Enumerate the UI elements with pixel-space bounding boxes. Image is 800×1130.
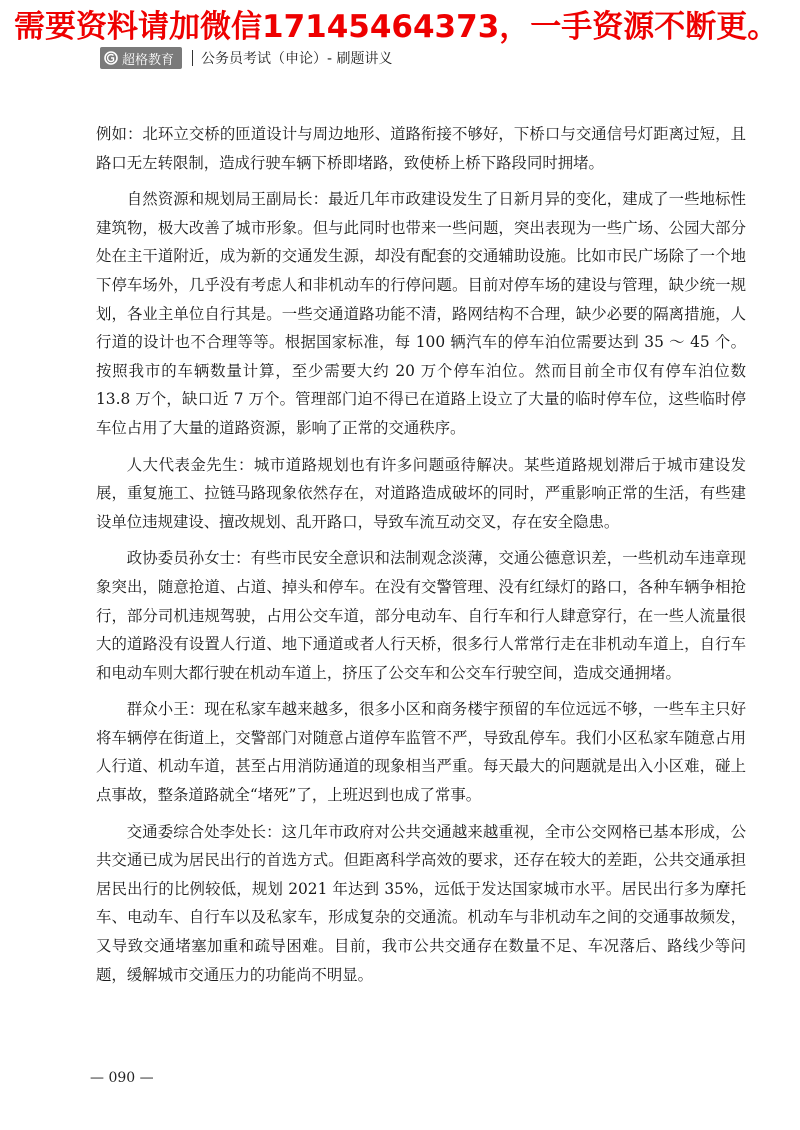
brand-logo: [100, 47, 182, 69]
paragraph: 交通委综合处李处长：这几年市政府对公共交通越来越重视，全市公交网格已基本形成，公共交通已成为居民出行的首选方式。但距离科学高效的要求，还存在较大的差距，公共交通承担居民出行的比例较低，规划 2021 年达到 35%，远低于发达国家城市水平。居民出行多为摩托车、电动车、自行车以及私家车，形成复杂的交通流。机动车与非机动车之间的交通事故频发，又导致交通堵塞加重和疏导困难。目前，我市公共交通存在数量不足、车况落后、路线少等问题，缓解城市交通压力的功能尚不明显。: [96, 822, 746, 984]
article-body: [96, 120, 746, 997]
page-header: [100, 46, 393, 70]
brand-name: 超格教育: [122, 52, 175, 68]
page-number: — 090 —: [90, 1070, 154, 1086]
brand-logo-icon: [104, 51, 118, 65]
header-title: 公务员考试（申论）- 刷题讲义: [201, 51, 393, 67]
paragraph: 人大代表金先生：城市道路规划也有许多问题亟待解决。某些道路规划滞后于城市建设发展，重复施工、拉链马路现象依然存在，对道路造成破坏的同时，严重影响正常的生活，有些建设单位违规建设、擅改规划、乱开路口，导致车流互动交叉，存在安全隐患。: [96, 455, 746, 531]
paragraph: 自然资源和规划局王副局长：最近几年市政建设发生了日新月异的变化，建成了一些地标性建筑物，极大改善了城市形象。但与此同时也带来一些问题，突出表现为一些广场、公园大部分处在主干道附近，成为新的交通发生源，却没有配套的交通辅助设施。比如市民广场除了一个地下停车场外，几乎没有考虑人和非机动车的行停问题。目前对停车场的建设与管理，缺少统一规划，各业主单位自行其是。一些交通道路功能不清，路网结构不合理，缺少必要的隔离措施，人行道的设计也不合理等等。根据国家标准，每 100 辆汽车的停车泊位需要达到 35 ～ 45 个。按照我市的车辆数量计算，至少需要大约 20 万个停车泊位。然而目前全市仅有停车泊位数 13.8 万个，缺口近 7 万个。管理部门迫不得已在道路上设立了大量的临时停车位，这些临时停车位占用了大量的道路资源，影响了正常的交通秩序。: [96, 190, 746, 437]
header-divider: [192, 50, 193, 66]
paragraph: 例如：北环立交桥的匝道设计与周边地形、道路衔接不够好，下桥口与交通信号灯距离过短，且路口无左转限制，造成行驶车辆下桥即堵路，致使桥上桥下路段同时拥堵。: [96, 125, 746, 172]
paragraph: 政协委员孙女士：有些市民安全意识和法制观念淡薄，交通公德意识差，一些机动车违章现象突出，随意抢道、占道、掉头和停车。在没有交警管理、没有红绿灯的路口，各种车辆争相抢行，部分司机违规驾驶，占用公交车道，部分电动车、自行车和行人肆意穿行，在一些人流量很大的道路没有设置人行道、地下通道或者人行天桥，很多行人常常行走在非机动车道上，自行车和电动车则大都行驶在机动车道上，挤压了公交车和公交车行驶空间，造成交通拥堵。: [96, 549, 746, 682]
watermark-banner: 需要资料请加微信17145464373，一手资源不断更。: [14, 9, 779, 45]
paragraph: 群众小王：现在私家车越来越多，很多小区和商务楼宇预留的车位远远不够，一些车主只好将车辆停在街道上，交警部门对随意占道停车监管不严，导致乱停车。我们小区私家车随意占用人行道、机动车道，甚至占用消防通道的现象相当严重。每天最大的问题就是出入小区难，碰上点事故，整条道路就全“堵死”了，上班迟到也成了常事。: [96, 700, 746, 805]
